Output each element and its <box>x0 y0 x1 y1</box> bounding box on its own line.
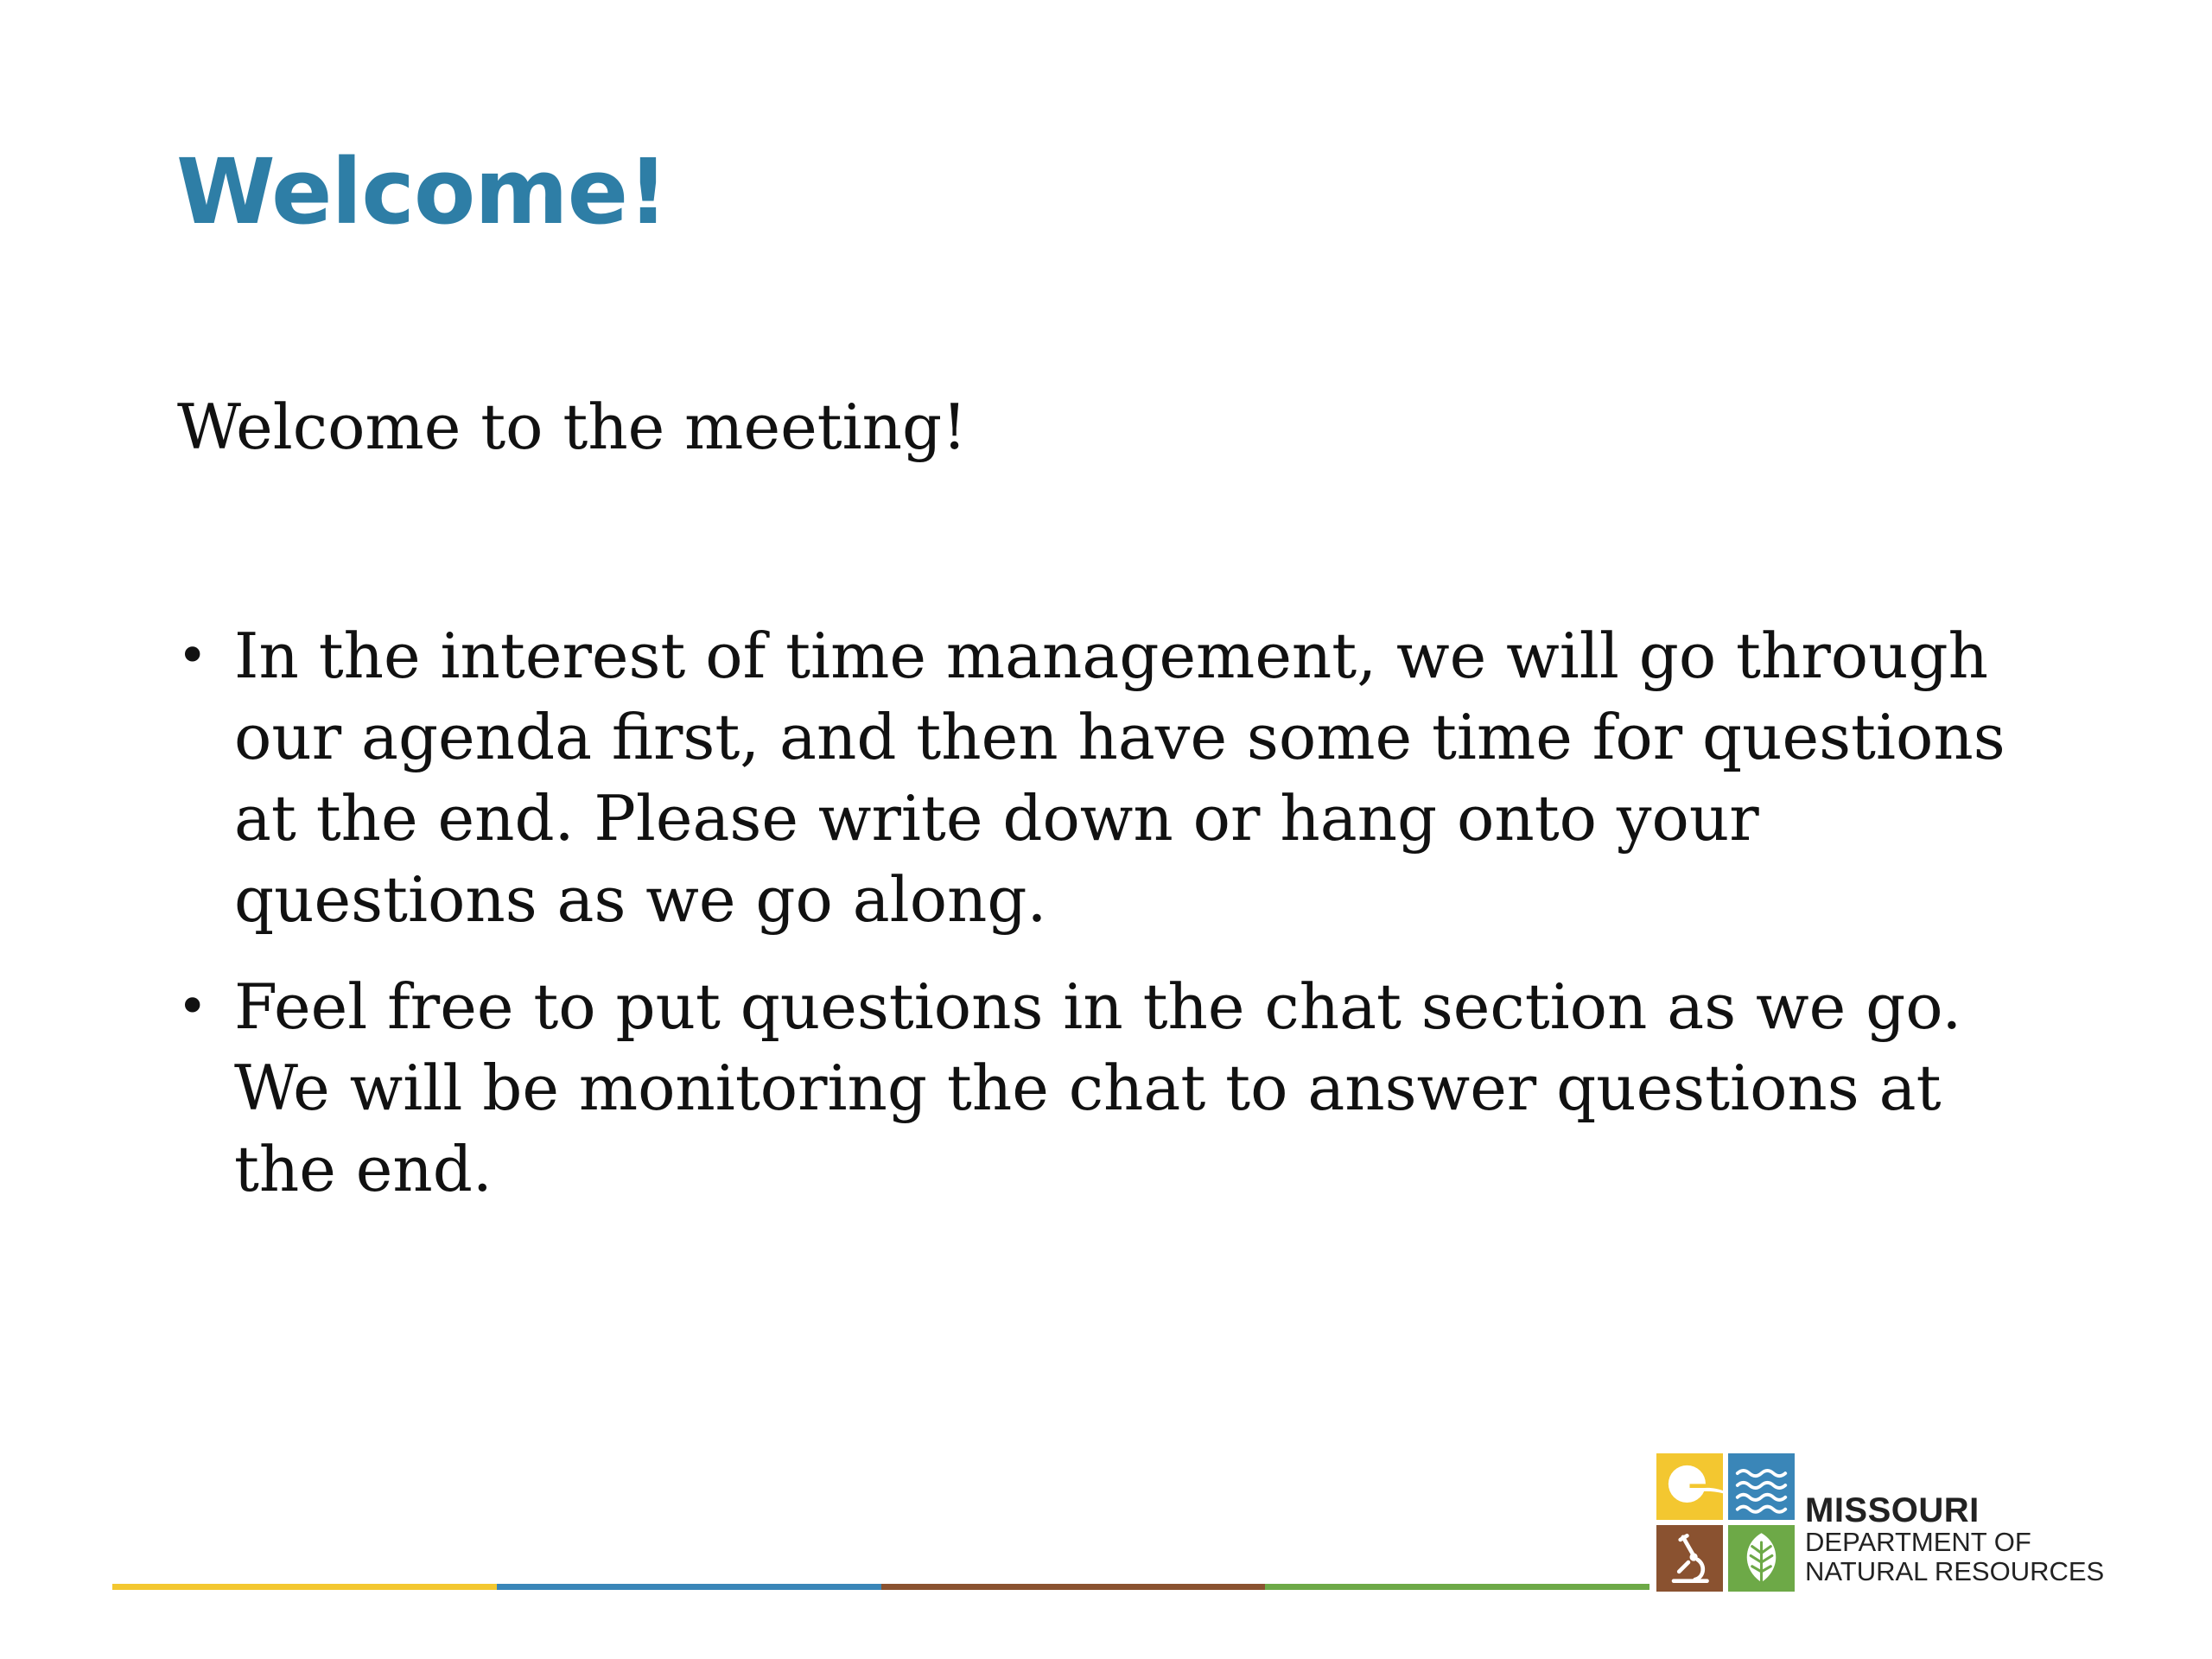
logo-line-missouri: MISSOURI <box>1805 1491 1980 1529</box>
bullet-icon: • <box>177 976 208 1037</box>
logo-line-natural-resources: NATURAL RESOURCES <box>1805 1556 2105 1586</box>
water-waves-icon <box>1728 1453 1795 1520</box>
list-item <box>177 966 2035 1210</box>
missouri-dnr-logo <box>1656 1453 2140 1592</box>
bullet-icon: • <box>177 626 208 686</box>
microscope-icon <box>1656 1525 1723 1592</box>
leaf-icon <box>1728 1525 1795 1592</box>
slide-title: Welcome! <box>176 139 668 245</box>
bullet-text: Feel free to put questions in the chat section as we go. We will be monitoring the chat to answer questions at the end. <box>234 970 1962 1205</box>
rule-segment-blue <box>497 1584 881 1590</box>
logo-line-department: DEPARTMENT OF <box>1805 1527 2031 1557</box>
logo-wordmark <box>1805 1493 2104 1586</box>
sun-icon <box>1656 1453 1723 1520</box>
logo-tile-grid <box>1656 1453 1795 1592</box>
list-item <box>177 615 2035 940</box>
bullet-list <box>177 615 2035 1236</box>
rule-segment-brown <box>881 1584 1266 1590</box>
bullet-text: In the interest of time management, we will go through our agenda first, and then have some time for questions at the end. Please write down or hang onto your questions as we go along. <box>234 620 2005 936</box>
rule-segment-green <box>1265 1584 1649 1590</box>
intro-text: Welcome to the meeting! <box>177 391 968 463</box>
bottom-color-rule <box>112 1584 1649 1590</box>
rule-segment-yellow <box>112 1584 497 1590</box>
